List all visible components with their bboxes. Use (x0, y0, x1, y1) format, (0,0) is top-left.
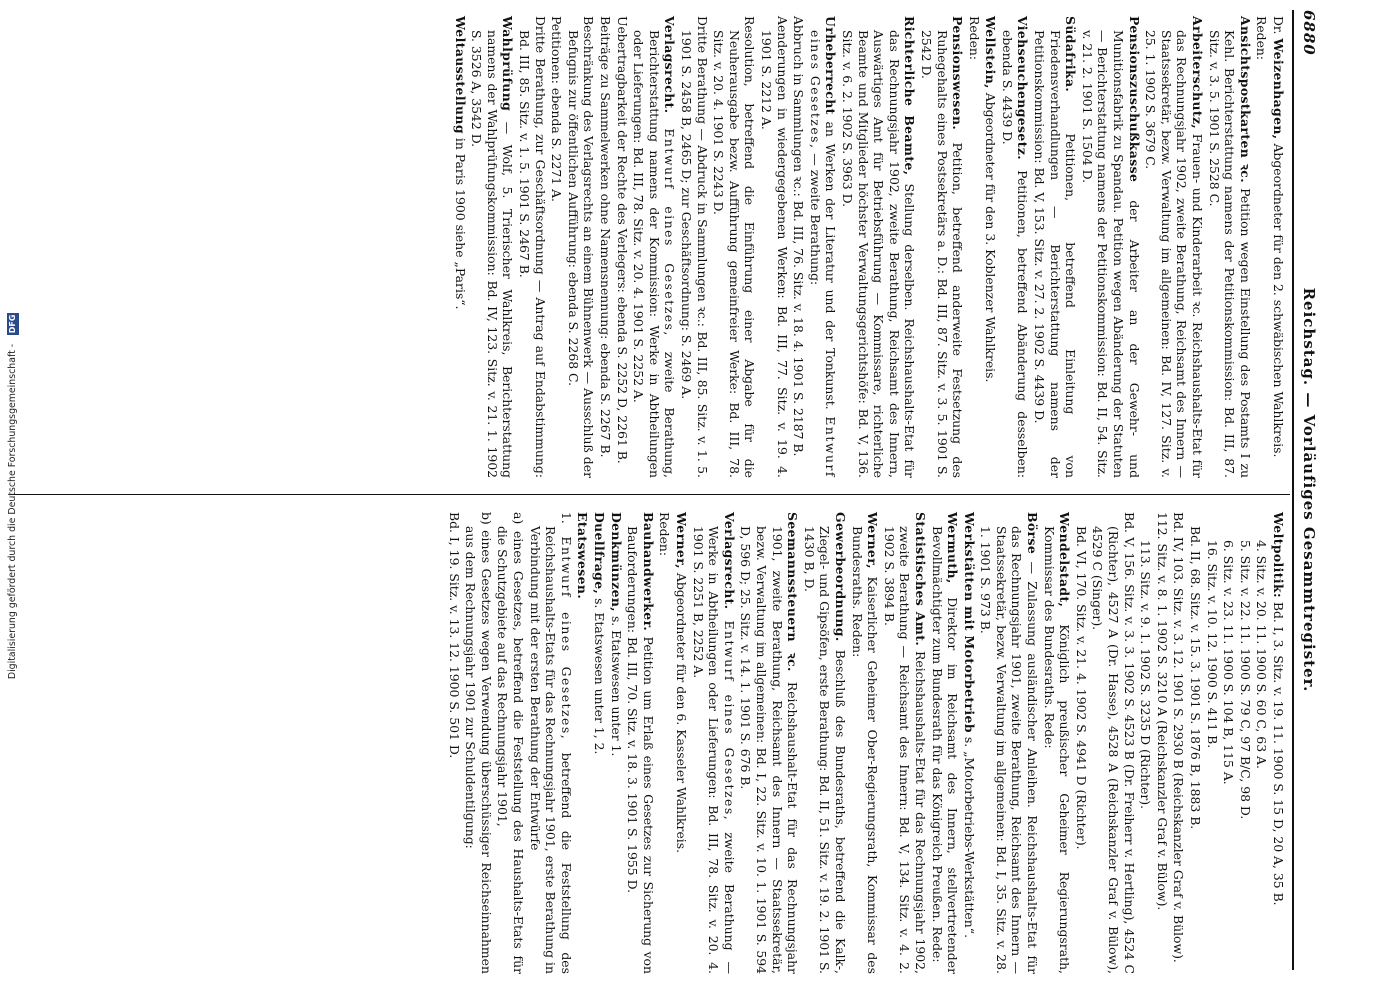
register-entry (549, 16, 565, 478)
register-entry (1254, 512, 1270, 974)
entry-text: Reichshaushalts-Etat für das Rechnungsjahr 1902, zweite Berathung — Reichsamt des Innern: Bd. V, 134. Sitz. v. 4. 2. 1902 S. 3894 B. (881, 526, 928, 975)
entry-keyword: Wermuth, (945, 512, 961, 584)
entry-keyword: Bauhandwerker. (640, 512, 656, 632)
entry-text: Petitionen, betreffend Abänderung desselben: ebenda S. 4439 D. (999, 30, 1031, 478)
register-entry (495, 512, 526, 974)
entry-text: Petitionen: ebenda S. 2271 A. (549, 16, 565, 202)
register-entry (1270, 16, 1286, 478)
entry-text: 4. Sitz. v. 20. 11. 1900 S. 60 C, 63 A. (1254, 540, 1270, 769)
register-entry (608, 512, 624, 974)
register-entry (469, 16, 516, 478)
register-entry (966, 16, 982, 478)
register-entry (999, 16, 1030, 478)
entry-text: — zweite Berathung: (807, 149, 823, 286)
entry-keyword: Werner, (674, 512, 690, 569)
entry-text: Entwurf eines Gesetzes, (721, 620, 737, 822)
register-entry (849, 512, 880, 974)
register-entry (1221, 512, 1237, 974)
register-entry (961, 512, 977, 974)
entry-text: an Werken der Literatur und der Tonkunst. (823, 114, 839, 417)
entry-keyword: Wellstein, (983, 16, 999, 89)
entry-text: Petition, betreffend anderweite Festsetzung des Ruhegehalts eines Postsekretärs a. D.: Bd. III, 87. Sitz. v. 3. 5. 1901 S. 2542 D. (918, 30, 966, 478)
entry-keyword: Urheberrecht (823, 16, 839, 115)
register-entry (801, 512, 848, 974)
register-entry (918, 16, 965, 478)
digitization-footer (4, 0, 22, 996)
entry-text: Resolution, betreffend die Einführung einer Abgabe für die Neuherausgabe bezw. Aufführung gemeinfreier Werke: Bd. III, 78. Sitz. v. 20. 4. 1901 S. 2243 D. (711, 16, 758, 478)
entry-text: Bd. V, 156. Sitz. v. 3. 3. 1902 S. 4523 B (Dr. Freiherr v. Hertling), 4524 C (Richter), 4527 A (Dr. Hasse), 4528 A (Reichskanzler Graf v. Bülow), 4529 C (Singer). (1090, 512, 1137, 974)
entry-text: Abgeordneter für den 2. schwäbischen Wahlkreis. (1271, 139, 1286, 458)
entry-text: 16. Sitz. v. 10. 12. 1900 S. 411 B. (1204, 540, 1220, 749)
entry-text: Beschränkung des Verlagsrechts an einem Bühnenwerk — Ausschluß der Befugnis zur öffentlichen Aufführung: ebenda S. 2268 C. (565, 16, 597, 478)
register-entry (1187, 512, 1203, 974)
entry-keyword: Weizenhagen, (1271, 38, 1286, 140)
entry-text: in Paris 1900 siehe „Paris“. (452, 133, 468, 310)
entry-keyword: Wendelstadt, (1057, 512, 1073, 608)
entry-text: Reden: (1254, 16, 1270, 61)
entry-keyword: Weltpolitik: (1271, 512, 1286, 598)
entry-text: zweite Berathung — Werke in Abtheilungen oder Lieferungen: Bd. III, 78. Sitz. v. 20. 4. 1901 S. 2251 B, 2252 A. (690, 526, 737, 974)
page-number: 6880 (1300, 10, 1318, 56)
register-entry (575, 512, 591, 974)
entry-keyword: Denkmünzen, (608, 512, 624, 612)
register-entry (565, 16, 596, 478)
register-entry (614, 16, 630, 478)
footer-text: Digitalisierung gefördert durch die Deutsche Forschungsgemeinschaft - (7, 343, 18, 680)
entry-text: Reichshaushalt-Etat für das Rechnungsjahr 1901, zweite Berathung, Reichsamt des Innern — Staatssekretär, bezw. Verwaltung im allgemeinen: Bd. I, 22. Sitz. v. 10. 1. 1901 S. 594 D, 596 D; 25. Sitz. v. 14. 1. 1901 S. 676 B. (738, 526, 801, 974)
entry-text: 113. Sitz. v. 9. 1. 1902 S. 3235 D (Richter). (1138, 540, 1154, 810)
dfg-logo: DFG (7, 314, 17, 334)
entry-text: Beschluß des Bundesraths, betreffend die Kalk-, Ziegel- und Gipsöfen, erste Berathung: Bd. II, 51. Sitz. v. 19. 2. 1901 S. 1430 B, D. (801, 526, 848, 974)
entry-text: zweite Berathung, Berichterstattung namens der Kommission: Werke in Abtheilungen oder Lieferungen: Bd. III, 78. Sitz. v. 20. 4. 1901 S. 2252 A. (631, 30, 678, 478)
entry-text: betreffend die Feststellung des Reichshaushalts-Etats für das Rechnungsjahr 1901, erste Berathung in Verbindung mit der ersten Berathung der Entwürfe (527, 526, 574, 974)
entry-keyword: Ansichtspostkarten ꝛc. (1237, 16, 1253, 183)
register-entry (1204, 512, 1220, 974)
register-entry (527, 512, 574, 974)
entry-text: Uebertragbarkeit der Rechte des Verlegers: ebenda S. 2252 D, 2261 B. (614, 16, 630, 464)
register-entry (1270, 512, 1286, 974)
entry-keyword: Pensionswesen. (950, 16, 966, 131)
entry-keyword: Gewerbeordnung. (832, 512, 848, 642)
entry-text: — Zulassung ausländischer Anleihen. Reichshaushalts-Etat für das Rechnungsjahr 1901, zweite Berathung, Reichsamt des Innern — Staatssekretär, bezw. Verwaltung im allgemeinen: Bd. I, 35. Sitz. v. 28. 1. 1901 S. 973 B. (978, 526, 1041, 974)
register-entry (839, 16, 917, 478)
entry-text: b) eines Gesetzes wegen Verwendung überschüssiger Reichseinnahmen aus dem Rechnungsjahr 1901 zur Schuldentilgung: (463, 512, 494, 974)
page-header (1296, 10, 1318, 970)
entry-text: Beiträge zu Sammelwerken ohne Namensnennung: ebenda S. 2267 B. (598, 16, 614, 458)
entry-keyword: Werner, (865, 512, 881, 569)
register-entry (1041, 512, 1072, 974)
entry-text: Petition wegen Einstellung des Postamts I zu Kehl. Berichterstattung namens der Petitionskommission: Bd. III, 87. Sitz. v. 3. 5. 1901 S. 2528 C. (1206, 30, 1253, 478)
entry-keyword: Pensionszuschußkasse (1126, 16, 1142, 183)
register-entry (807, 16, 838, 478)
entry-text: Reden: (657, 512, 673, 557)
entry-keyword: Arbeiterschutz, (1190, 16, 1206, 130)
entry-text: Dritte Berathung, zur Geschäftsordnung — Antrag auf Endabstimmung: Bd. III, 85. Sitz. v. 1. 5. 1901 S. 2467 B. (517, 16, 548, 478)
entry-text: 112. Sitz. v. 8. 1. 1902 S. 3210 A (Reichskanzler Graf v. Bülow). (1154, 512, 1170, 911)
entry-text: 1. (558, 512, 574, 537)
register-entry (1254, 16, 1270, 478)
register-entry (758, 16, 789, 478)
entry-text: Abgeordneter für den 3. Koblenzer Wahlkreis. (983, 88, 999, 383)
entry-text: Frauen- und Kinderarbeit ꝛc. Reichshaushalts-Etat für das Rechnungsjahr 1902, zweite Berathung, Reichsamt des Innern — Staatssekretär, bezw. Verwaltung im allgemeinen: Bd. IV, 127. Sitz. v. 25. 1. 1902 S. 3679 C. (1143, 30, 1206, 478)
entry-keyword: Werkstätten mit Motorbetrieb (961, 512, 977, 733)
entry-keyword: Verlagsrecht. (662, 16, 678, 114)
entry-text: Königlich preußischer Geheimer Regierungsrath, Kommissar des Bundesraths. Rede: (1041, 526, 1073, 974)
register-entry (1206, 16, 1253, 478)
entry-text: Bd. IV, 103. Sitz. v. 3. 12. 1901 S. 2930 B (Reichskanzler Graf v. Bülow). (1171, 512, 1187, 963)
entry-text: Bd. VI, 170. Sitz. v. 21. 4. 1902 S. 4941 D (Richter). (1073, 526, 1089, 850)
register-entry (929, 512, 960, 974)
register-entry (791, 16, 807, 478)
register-entry (463, 512, 494, 974)
register-entry (631, 16, 678, 478)
entry-text: Abbruch in Sammlungen ꝛc.: Bd. III, 76. Sitz. v. 18. 4. 1901 S. 2187 B. (791, 16, 807, 457)
register-entry (738, 512, 800, 974)
entry-text: Bd. II, 68. Sitz. v. 15. 3. 1901 S. 1876 B, 1883 B. (1188, 526, 1204, 830)
entry-text: Bd. I, 3. Sitz. v. 19. 11. 1900 S. 15 D, 20 A, 35 B. (1271, 597, 1286, 906)
column-divider (10, 494, 1290, 495)
entry-text: Dritte Berathung — Abdruck in Sammlungen ꝛc.: Bd. III, 85. Sitz. v. 1. 5. 1901 S. 2458 B, 2465 D; zur Geschäftsordnung: S. 2469 A. (679, 16, 710, 478)
register-entry (452, 16, 468, 478)
left-column (451, 16, 1286, 478)
entry-text: Petitionen, betreffend Einleitung von Friedensverhandlungen — Berichterstattung namens der Petitionskommission: Bd. V, 153. Sitz. v. 27. 2. 1902 S. 4439 D. (1032, 30, 1079, 478)
entry-keyword: Statistisches Amt. (912, 512, 928, 647)
entry-text (662, 113, 677, 128)
register-entry (983, 16, 999, 478)
entry-keyword: Etatswesen. (575, 512, 591, 600)
entry-keyword: Südafrika. (1063, 16, 1079, 93)
register-entry (591, 512, 607, 974)
entry-text: Dr. (1271, 16, 1286, 39)
entry-keyword: Seemannssteuern ꝛc. (785, 512, 801, 672)
entry-text: der Arbeiter an der Gewehr- und Munitionsfabrik zu Spandau. Petition wegen Abänderung der Statuten — Berichterstattung namens der Petitionskommission: Bd. II, 54. Sitz. v. 21. 2. 1901 S. 1504 D. (1079, 30, 1142, 478)
register-entry (881, 512, 928, 974)
register-entry (1237, 512, 1253, 974)
entry-text: Aenderungen in wiedergegebenen Werken: Bd. III, 77. Sitz. v. 19. 4. 1901 S. 2212 A. (759, 16, 790, 478)
register-entry (517, 16, 548, 478)
entry-text: Entwurf eines Gesetzes, (807, 30, 839, 478)
entry-text: Entwurf eines Gesetzes, (662, 128, 678, 337)
entry-text: 6. Sitz. v. 23. 11. 1900 S. 104 B, 115 A. (1221, 540, 1237, 785)
register-entry (1032, 16, 1079, 478)
register-entry (1079, 16, 1141, 478)
entry-keyword: Viehseuchengesetz. (1015, 16, 1031, 160)
register-entry (446, 512, 462, 974)
register-entry (711, 16, 758, 478)
register-entry (657, 512, 673, 974)
entry-text: Abgeordneter für den 6. Kasseler Wahlkreis. (674, 568, 690, 854)
register-entry (1143, 16, 1205, 478)
register-entry (1171, 512, 1187, 974)
entry-text: Kaiserlicher Geheimer Ober-Regierungsrath, Kommissar des Bundesraths. Reden: (849, 526, 881, 974)
entry-keyword: Duellfrage, (592, 512, 608, 595)
register-entry (678, 16, 709, 478)
entry-text: s. Etatswesen unter 1, 2. (592, 594, 608, 755)
entry-text: s. „Motorbetriebs-Werkstätten“. (961, 732, 977, 939)
entry-keyword: Börse (1025, 512, 1041, 555)
entry-keyword: Verlagsrecht. (721, 512, 737, 610)
entry-text: Direktor im Reichsamt des Innern, stellvertretender Bevollmächtigter zum Bundesrath für das Königreich Preußen. Rede: (929, 526, 961, 974)
entry-text: Stellung derselben. Reichshaushalts-Etat für das Rechnungsjahr 1902, zweite Berathung, Reichsamt des Innern, Auswärtiges Amt für Betriebsführung — Kommissare, richterliche Beamte und Mitglieder höchster Verwaltungsgerichtshöfe: Bd. V, 136. Sitz. v. 6. 2. 1902 S. 3963 D. (839, 30, 918, 478)
entry-keyword: Weltausstellung (452, 16, 468, 134)
entry-text: Entwurf eines Gesetzes, (558, 536, 574, 741)
register-entry (673, 512, 689, 974)
entry-text (722, 609, 737, 620)
right-column (445, 512, 1286, 974)
register-entry (597, 16, 613, 478)
entry-keyword: Wahlprüfung (500, 16, 516, 112)
entry-text: Petition um Erlaß eines Gesetzes zur Sicherung von Bauforderungen: Bd. III, 70. Sitz. v. 18. 3. 1901 S. 1955 D. (625, 526, 656, 974)
register-entry (1090, 512, 1137, 974)
register-entry (978, 512, 1040, 974)
entry-text: Bd. I, 19. Sitz. v. 13. 12. 1900 S. 501 D. (446, 512, 462, 759)
register-entry (1138, 512, 1154, 974)
entry-text: s. Etatswesen unter 1. (608, 612, 624, 757)
entry-text: 5. Sitz. v. 22. 11. 1900 S. 79 C, 97 B/C, 98 D. (1237, 540, 1253, 820)
register-entry (625, 512, 656, 974)
running-title: Reichstag. — Vorläufiges Gesammtregister. (1300, 287, 1318, 693)
entry-text: — Wolf, 5. Trierischer Wahlkreis, Berichterstattung namens der Wahlprüfungskommission: Bd. IV, 123. Sitz. v. 21. 1. 1902 S. 3526 A, 3542 D. (469, 30, 516, 478)
entry-text: Reden: (966, 16, 982, 61)
register-entry (1154, 512, 1170, 974)
header-rule (1292, 10, 1294, 970)
rotated-register-sheet (8, 10, 1318, 975)
entry-text: a) eines Gesetzes, betreffend die Feststellung des Haushalts-Etats für die Schutzgebiete auf das Rechnungsjahr 1901, (495, 512, 527, 974)
entry-keyword: Richterliche Beamte, (902, 16, 918, 176)
register-entry (690, 512, 737, 974)
register-entry (1073, 512, 1089, 974)
